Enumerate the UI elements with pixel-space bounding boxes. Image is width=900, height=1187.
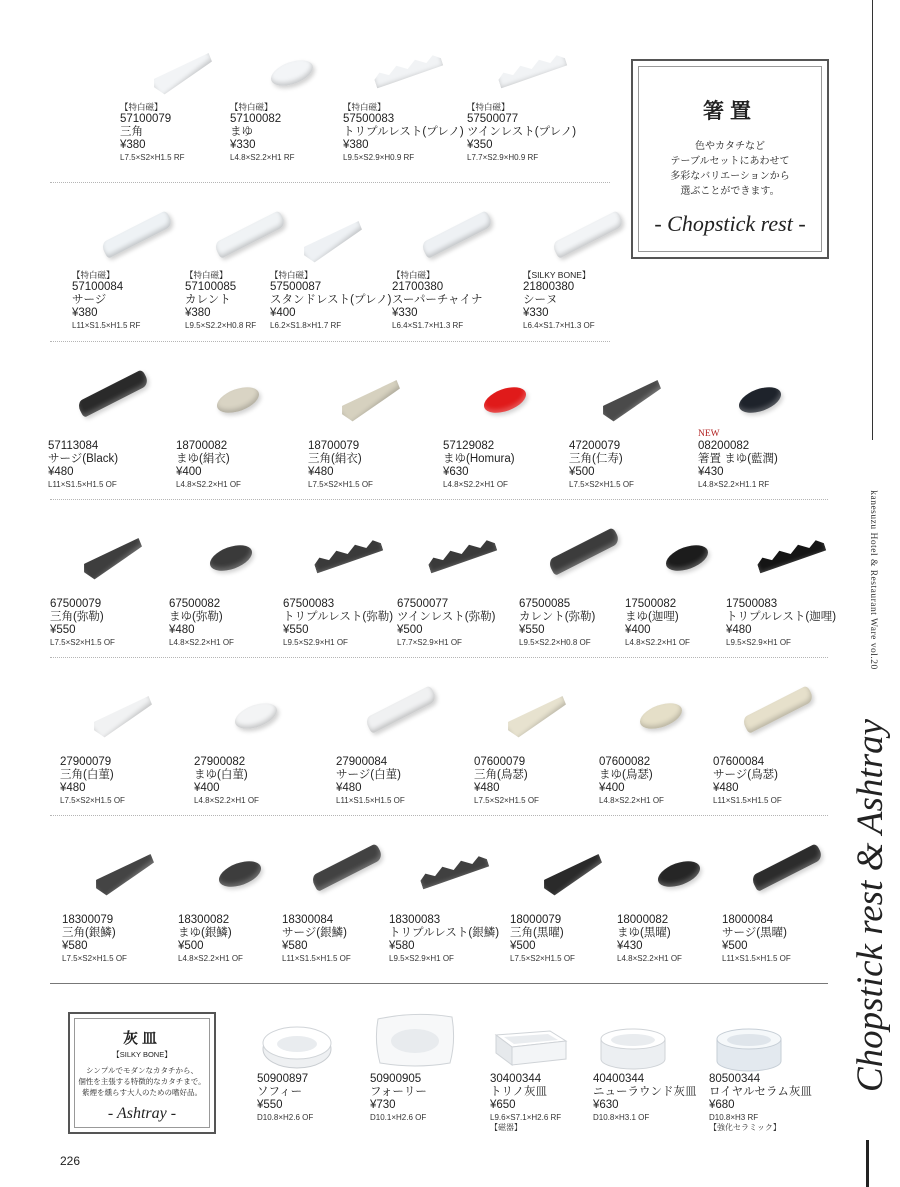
product-price: ¥630 — [593, 1099, 619, 1111]
product-dimensions: D10.8×H3.1 OF — [593, 1113, 650, 1122]
product-price: ¥650 — [490, 1099, 516, 1111]
product-code: 57500077 — [467, 113, 519, 125]
stick-rest-icon — [750, 843, 824, 892]
product-price: ¥330 — [392, 307, 418, 319]
product-dimensions: L11×S1.5×H1.5 OF — [713, 796, 782, 805]
row-separator — [50, 499, 828, 500]
product-dimensions: L4.8×S2.2×H1 OF — [178, 954, 243, 963]
product-image — [713, 665, 863, 745]
bean-rest-icon — [655, 856, 704, 892]
product-price: ¥380 — [185, 307, 211, 319]
product-price: ¥480 — [713, 782, 739, 794]
product-card[interactable] — [60, 665, 210, 806]
cyl2-ashtray-icon — [709, 1025, 789, 1080]
product-price: ¥400 — [625, 624, 651, 636]
product-dimensions: D10.8×H3 RF — [709, 1113, 759, 1122]
round-ashtray-icon — [257, 1013, 337, 1078]
product-code: 40400344 — [593, 1073, 645, 1085]
product-dimensions: L11×S1.5×H1.5 OF — [48, 480, 117, 489]
bean-rest-icon — [232, 698, 281, 734]
tri-rest-icon — [300, 211, 364, 268]
ridge-rest-icon — [755, 535, 828, 576]
product-image — [370, 1003, 490, 1073]
product-code: 67500085 — [519, 598, 571, 610]
product-code: 08200082 — [698, 440, 750, 452]
product-name: まゆ(弥勒) — [169, 611, 223, 623]
product-dimensions: L6.4×S1.7×H1.3 OF — [523, 321, 595, 330]
product-price: ¥580 — [62, 940, 88, 952]
product-code: 50900905 — [370, 1073, 422, 1085]
product-info — [709, 1073, 829, 1133]
product-code: 18000079 — [510, 914, 562, 926]
desc-line: 個性を主張する特徴的なカタチまで。 — [78, 1077, 206, 1086]
product-dimensions: L7.5×S2×H1.5 OF — [510, 954, 575, 963]
product-card[interactable] — [308, 349, 458, 490]
ashtray-card[interactable] — [257, 1003, 377, 1123]
cyl-ashtray-icon — [593, 1025, 673, 1080]
product-dimensions: L4.8×S2.2×H1 OF — [176, 480, 241, 489]
product-code: 67500077 — [397, 598, 449, 610]
product-dimensions: L11×S1.5×H1.5 OF — [722, 954, 791, 963]
desc-line: シンプルでモダンなカタチから、 — [85, 1066, 199, 1075]
stick-rest-icon — [310, 843, 384, 892]
box-description — [639, 139, 821, 199]
product-code: 57100084 — [72, 281, 124, 293]
product-image — [698, 349, 848, 429]
product-name: ツインレスト(プレノ) — [467, 126, 577, 138]
product-code: 17500082 — [625, 598, 677, 610]
material-tag: 【特白磁】 — [230, 102, 273, 112]
product-name: サージ(白菫) — [336, 769, 401, 781]
side-title — [848, 670, 893, 1140]
product-code: 18300083 — [389, 914, 441, 926]
desc-line: 選ぶことができます。 — [680, 186, 780, 197]
bean-rest-icon — [216, 856, 265, 892]
product-card[interactable] — [336, 665, 486, 806]
product-name: ロイヤルセラム灰皿 — [709, 1086, 812, 1098]
product-name: スタンドレスト(プレノ) — [270, 294, 392, 306]
product-code: 27900082 — [194, 756, 246, 768]
product-dimensions: L7.5×S2×H1.5 RF — [120, 153, 185, 162]
product-price: ¥550 — [519, 624, 545, 636]
product-code: 21700380 — [392, 281, 444, 293]
product-price: ¥430 — [617, 940, 643, 952]
product-price: ¥380 — [343, 139, 369, 151]
ridge-rest-icon — [418, 851, 491, 892]
product-name: 三角(黒曜) — [510, 927, 564, 939]
chopstick-rest-box — [631, 59, 829, 259]
product-image — [726, 507, 876, 587]
product-name: サージ(銀鱗) — [282, 927, 347, 939]
ashtray-box — [68, 1012, 216, 1134]
tri-rest-icon — [599, 370, 663, 427]
product-image — [490, 1003, 610, 1073]
product-code: 18700082 — [176, 440, 228, 452]
stick-rest-icon — [551, 210, 625, 259]
bean-rest-icon — [214, 382, 263, 418]
product-name: フォーリー — [370, 1086, 427, 1098]
product-image — [308, 349, 458, 429]
product-code: 18000084 — [722, 914, 774, 926]
product-dimensions: L4.8×S2.2×H1 OF — [443, 480, 508, 489]
product-image — [709, 1003, 829, 1073]
side-subtitle — [862, 460, 884, 700]
tri-rest-icon — [540, 844, 604, 901]
product-price: ¥500 — [178, 940, 204, 952]
product-dimensions: L6.2×S1.8×H1.7 RF — [270, 321, 342, 330]
product-name: まゆ(迦哩) — [625, 611, 679, 623]
product-code: 57100085 — [185, 281, 237, 293]
bean-rest-icon — [268, 55, 317, 91]
product-dimensions: L7.5×S2×H1.5 OF — [569, 480, 634, 489]
product-card[interactable] — [176, 349, 326, 490]
product-code: 57129082 — [443, 440, 495, 452]
product-code: 47200079 — [569, 440, 621, 452]
product-name: 三角(弥勒) — [50, 611, 104, 623]
product-dimensions: L7.5×S2×H1.5 OF — [474, 796, 539, 805]
product-name: カレント(弥勒) — [519, 611, 596, 623]
box-inner-frame — [74, 1018, 210, 1128]
product-price: ¥330 — [230, 139, 256, 151]
product-dimensions: L7.5×S2×H1.5 OF — [60, 796, 125, 805]
product-price: ¥400 — [194, 782, 220, 794]
product-price: ¥480 — [169, 624, 195, 636]
product-dimensions: D10.8×H2.6 OF — [257, 1113, 314, 1122]
bean-rest-icon — [663, 540, 712, 576]
product-code: 27900084 — [336, 756, 388, 768]
product-image — [467, 22, 617, 102]
product-card[interactable] — [726, 507, 876, 648]
ridge-rest-icon — [426, 535, 499, 576]
product-card[interactable] — [713, 665, 863, 806]
material-tag: 【特白磁】 — [185, 270, 228, 280]
ridge-rest-icon — [312, 535, 385, 576]
product-card[interactable] — [194, 665, 344, 806]
product-info — [194, 756, 344, 806]
new-badge: NEW — [698, 429, 720, 439]
stick-rest-icon — [100, 210, 174, 259]
box-brand: 【SILKY BONE】 — [112, 1050, 172, 1059]
material-tag: 【特白磁】 — [72, 270, 115, 280]
product-name: ツインレスト(弥勒) — [397, 611, 496, 623]
product-info — [523, 270, 673, 331]
tri-rest-icon — [150, 43, 214, 100]
row-separator — [50, 182, 610, 183]
product-image — [257, 1003, 377, 1073]
product-code: 57100079 — [120, 113, 172, 125]
product-info — [726, 598, 876, 648]
ridge-rest-icon — [496, 50, 569, 91]
product-dimensions: L6.4×S1.7×H1.3 RF — [392, 321, 464, 330]
product-code: 67500079 — [50, 598, 102, 610]
product-dimensions: L4.8×S2.2×H1.1 RF — [698, 480, 770, 489]
product-code: 67500082 — [169, 598, 221, 610]
material-tag: 【特白磁】 — [270, 270, 313, 280]
product-code: 18300079 — [62, 914, 114, 926]
product-price: ¥730 — [370, 1099, 396, 1111]
material-note: 【強化セラミック】 — [709, 1123, 781, 1132]
ridge-rest-icon — [372, 50, 445, 91]
product-name: まゆ — [230, 126, 253, 138]
product-dimensions: L7.5×S2×H1.5 OF — [50, 638, 115, 647]
box-english-title: - Chopstick rest - — [654, 211, 806, 236]
desc-line: 紫煙を燻らす大人のための嗜好品。 — [82, 1088, 202, 1097]
product-info — [370, 1073, 490, 1123]
product-dimensions: L4.8×S2.2×H1 OF — [194, 796, 259, 805]
product-info — [490, 1073, 610, 1133]
ashtray-card[interactable] — [709, 1003, 829, 1133]
product-info — [593, 1073, 713, 1123]
product-name: サージ(黒曜) — [722, 927, 787, 939]
box-title: 箸置 — [703, 98, 757, 123]
product-image — [392, 190, 542, 270]
product-code: 57500087 — [270, 281, 322, 293]
product-name: スーパーチャイナ — [392, 294, 483, 306]
product-price: ¥480 — [336, 782, 362, 794]
product-code: 57113084 — [48, 440, 99, 452]
product-price: ¥380 — [120, 139, 146, 151]
product-name: まゆ(白菫) — [194, 769, 248, 781]
product-dimensions: L4.8×S2.2×H1 OF — [617, 954, 682, 963]
product-price: ¥680 — [709, 1099, 735, 1111]
tri-rest-icon — [90, 686, 154, 743]
tri-rest-icon — [80, 528, 144, 585]
material-tag: 【特白磁】 — [343, 102, 386, 112]
product-code: 21800380 — [523, 281, 575, 293]
product-name: まゆ(Homura) — [443, 453, 515, 465]
product-info — [176, 440, 326, 490]
square-ashtray-icon — [370, 1009, 460, 1078]
side-title-text: Chopstick rest & Ashtray — [850, 718, 892, 1092]
product-name: 箸置 まゆ(藍潤) — [698, 453, 778, 465]
product-price: ¥380 — [72, 307, 98, 319]
stick-rest-icon — [364, 685, 438, 734]
product-code: 07600084 — [713, 756, 765, 768]
section-divider — [50, 983, 828, 984]
product-price: ¥400 — [270, 307, 296, 319]
product-dimensions: L7.5×S2×H1.5 OF — [62, 954, 127, 963]
stick-rest-icon — [547, 527, 621, 576]
product-code: 18300084 — [282, 914, 334, 926]
tri-rest-icon — [92, 844, 156, 901]
product-name: サージ — [72, 294, 107, 306]
row-separator — [50, 657, 828, 658]
product-dimensions: L11×S1.5×H1.5 OF — [336, 796, 405, 805]
product-dimensions: L7.7×S2.9×H1 OF — [397, 638, 462, 647]
product-dimensions: L9.5×S2.2×H0.8 RF — [185, 321, 257, 330]
product-code: 30400344 — [490, 1073, 542, 1085]
product-name: まゆ(黒曜) — [617, 927, 671, 939]
product-info — [467, 102, 617, 163]
row-separator — [50, 815, 828, 816]
side-rule-top — [872, 0, 873, 440]
product-image — [60, 665, 210, 745]
product-price: ¥480 — [60, 782, 86, 794]
product-name: 三角(絹衣) — [308, 453, 362, 465]
product-name: トリプルレスト(迦哩) — [726, 611, 837, 623]
product-name: 三角(銀鱗) — [62, 927, 116, 939]
product-dimensions: L9.6×S7.1×H2.6 RF — [490, 1113, 562, 1122]
product-image — [336, 665, 486, 745]
product-image — [176, 349, 326, 429]
side-subtitle-text: kanesuzu Hotel & Restaurant Ware vol.20 — [868, 490, 878, 670]
product-name: 三角(仁寿) — [569, 453, 623, 465]
product-price: ¥480 — [308, 466, 334, 478]
product-price: ¥350 — [467, 139, 493, 151]
product-price: ¥630 — [443, 466, 469, 478]
product-price: ¥500 — [569, 466, 595, 478]
material-note: 【磁器】 — [490, 1123, 522, 1132]
product-price: ¥330 — [523, 307, 549, 319]
product-name: サージ(鳥瑟) — [713, 769, 778, 781]
product-price: ¥550 — [50, 624, 76, 636]
product-price: ¥580 — [282, 940, 308, 952]
product-code: 50900897 — [257, 1073, 309, 1085]
product-info — [336, 756, 486, 806]
product-dimensions: L7.7×S2.9×H0.9 RF — [467, 153, 539, 162]
product-code: 17500083 — [726, 598, 778, 610]
product-code: 57100082 — [230, 113, 282, 125]
product-card[interactable] — [467, 22, 617, 163]
product-dimensions: L9.5×S2.9×H1 OF — [283, 638, 348, 647]
stick-rest-icon — [76, 369, 150, 418]
product-info — [713, 756, 863, 806]
bean-rest-icon — [481, 382, 530, 418]
product-dimensions: L7.5×S2×H1.5 OF — [308, 480, 373, 489]
product-price: ¥430 — [698, 466, 724, 478]
product-info — [698, 429, 848, 490]
product-name: ニューラウンド灰皿 — [593, 1086, 697, 1098]
product-code: 18000082 — [617, 914, 669, 926]
product-name: トリノ灰皿 — [490, 1086, 548, 1098]
product-price: ¥580 — [389, 940, 415, 952]
product-dimensions: L4.8×S2.2×H1 OF — [599, 796, 664, 805]
product-code: 07600079 — [474, 756, 526, 768]
product-name: 三角(鳥瑟) — [474, 769, 528, 781]
ashtray-card[interactable] — [490, 1003, 610, 1133]
material-tag: 【特白磁】 — [120, 102, 163, 112]
ashtray-card[interactable] — [593, 1003, 713, 1123]
product-info — [257, 1073, 377, 1123]
product-code: 67500083 — [283, 598, 335, 610]
stick-rest-icon — [741, 685, 815, 734]
product-name: まゆ(銀鱗) — [178, 927, 232, 939]
material-tag: 【特白磁】 — [467, 102, 510, 112]
product-dimensions: L4.8×S2.2×H1 RF — [230, 153, 295, 162]
material-tag: 【特白磁】 — [392, 270, 435, 280]
product-image — [194, 665, 344, 745]
product-dimensions: L4.8×S2.2×H1 OF — [625, 638, 690, 647]
product-name: ソフィー — [257, 1086, 303, 1098]
product-code: 57500083 — [343, 113, 395, 125]
product-price: ¥400 — [599, 782, 625, 794]
rect-ashtray-icon — [490, 1025, 570, 1080]
product-dimensions: L9.5×S2.9×H1 OF — [389, 954, 454, 963]
product-dimensions: L9.5×S2.9×H0.9 RF — [343, 153, 415, 162]
product-name: 三角 — [120, 126, 143, 138]
product-card[interactable] — [392, 190, 542, 331]
tri-rest-icon — [504, 686, 568, 743]
product-info — [60, 756, 210, 806]
box-description — [75, 1065, 209, 1098]
product-name: 三角(白菫) — [60, 769, 114, 781]
bean-rest-icon — [736, 382, 785, 418]
ashtray-card[interactable] — [370, 1003, 490, 1123]
page-number: 226 — [60, 1154, 81, 1168]
product-price: ¥550 — [283, 624, 309, 636]
product-price: ¥400 — [176, 466, 202, 478]
product-dimensions: L9.5×S2.9×H1 OF — [726, 638, 791, 647]
product-code: 27900079 — [60, 756, 112, 768]
product-dimensions: D10.1×H2.6 OF — [370, 1113, 427, 1122]
product-image — [593, 1003, 713, 1073]
product-price: ¥550 — [257, 1099, 283, 1111]
box-inner-frame — [638, 66, 822, 252]
product-code: 80500344 — [709, 1073, 761, 1085]
product-name: まゆ(絹衣) — [176, 453, 230, 465]
desc-line: テーブルセットにあわせて — [670, 156, 790, 167]
product-info — [392, 270, 542, 331]
product-code: 07600082 — [599, 756, 651, 768]
product-name: トリプルレスト(プレノ) — [343, 126, 464, 138]
product-name: カレント — [185, 294, 231, 306]
product-dimensions: L11×S1.5×H1.5 OF — [282, 954, 351, 963]
material-tag: 【SILKY BONE】 — [523, 270, 591, 280]
product-dimensions: L9.5×S2.2×H0.8 OF — [519, 638, 591, 647]
box-title: 灰皿 — [122, 1029, 161, 1047]
product-dimensions: L4.8×S2.2×H1 OF — [169, 638, 234, 647]
product-name: シーヌ — [523, 294, 558, 306]
bean-rest-icon — [207, 540, 256, 576]
product-price: ¥500 — [510, 940, 536, 952]
desc-line: 多彩なバリエーションから — [670, 171, 790, 182]
product-price: ¥480 — [726, 624, 752, 636]
box-english-title: - Ashtray - — [107, 1105, 177, 1122]
product-name: トリプルレスト(銀鱗) — [389, 927, 500, 939]
product-name: トリプルレスト(弥勒) — [283, 611, 394, 623]
product-name: まゆ(鳥瑟) — [599, 769, 653, 781]
bean-rest-icon — [637, 698, 686, 734]
product-price: ¥480 — [48, 466, 74, 478]
desc-line: 色やカタチなど — [695, 141, 765, 152]
product-code: 18300082 — [178, 914, 230, 926]
product-price: ¥500 — [722, 940, 748, 952]
product-price: ¥480 — [474, 782, 500, 794]
row-separator — [50, 341, 610, 342]
product-info — [569, 440, 719, 490]
product-code: 18700079 — [308, 440, 360, 452]
product-info — [308, 440, 458, 490]
product-card[interactable] — [698, 349, 848, 490]
stick-rest-icon — [420, 210, 494, 259]
product-dimensions: L11×S1.5×H1.5 RF — [72, 321, 141, 330]
product-card[interactable] — [569, 349, 719, 490]
side-rule-bottom — [866, 1140, 869, 1187]
product-image — [569, 349, 719, 429]
tri-rest-icon — [338, 370, 402, 427]
product-name: サージ(Black) — [48, 453, 119, 465]
product-price: ¥500 — [397, 624, 423, 636]
